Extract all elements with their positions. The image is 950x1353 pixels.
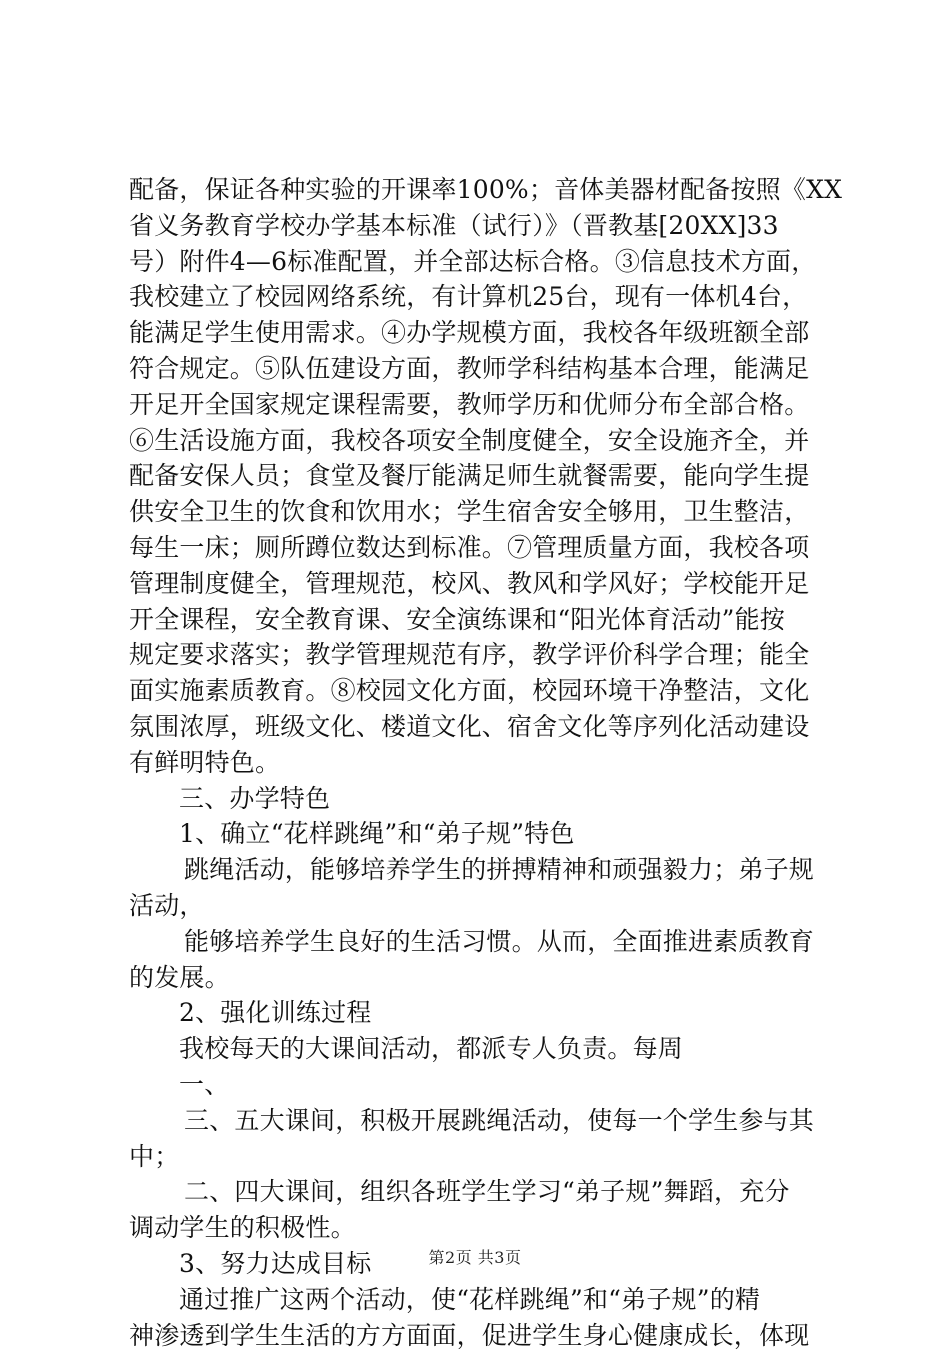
text-line: 配备，保证各种实验的开课率100%；音体美器材配备按照《XX bbox=[129, 172, 829, 208]
text-line: 每生一床；厕所蹲位数达到标准。⑦管理质量方面，我校各项 bbox=[129, 530, 829, 566]
text-line: 一、 bbox=[129, 1067, 829, 1103]
text-line: 能满足学生使用需求。④办学规模方面，我校各年级班额全部 bbox=[129, 315, 829, 351]
document-body bbox=[129, 172, 829, 1353]
text-line: 规定要求落实；教学管理规范有序，教学评价科学合理；能全 bbox=[129, 637, 829, 673]
text-line: 中； bbox=[129, 1139, 829, 1175]
text-line: 的发展。 bbox=[129, 960, 829, 996]
text-line: 三、五大课间，积极开展跳绳活动，使每一个学生参与其 bbox=[129, 1103, 829, 1139]
text-line: 管理制度健全，管理规范，校风、教风和学风好；学校能开足 bbox=[129, 566, 829, 602]
text-line: 符合规定。⑤队伍建设方面，教师学科结构基本合理，能满足 bbox=[129, 351, 829, 387]
text-line: 能够培养学生良好的生活习惯。从而，全面推进素质教育 bbox=[129, 924, 829, 960]
text-line: 活动， bbox=[129, 888, 829, 924]
text-line: 号）附件4—6标准配置，并全部达标合格。③信息技术方面， bbox=[129, 244, 829, 280]
text-line: ⑥生活设施方面，我校各项安全制度健全，安全设施齐全，并 bbox=[129, 423, 829, 459]
section-heading: 三、办学特色 bbox=[129, 781, 829, 817]
subsection-heading: 1、确立“花样跳绳”和“弟子规”特色 bbox=[129, 816, 829, 852]
text-line: 跳绳活动，能够培养学生的拼搏精神和顽强毅力；弟子规 bbox=[129, 852, 829, 888]
text-line: 开足开全国家规定课程需要，教师学历和优师分布全部合格。 bbox=[129, 387, 829, 423]
page-number: 第2页 共3页 bbox=[0, 1245, 950, 1268]
subsection-heading: 2、强化训练过程 bbox=[129, 995, 829, 1031]
text-line: 有鲜明特色。 bbox=[129, 745, 829, 781]
subsection-heading: 3、努力达成目标 bbox=[129, 1246, 829, 1282]
text-line: 省义务教育学校办学基本标准（试行）》（晋教基[20XX]33 bbox=[129, 208, 829, 244]
text-line: 神渗透到学生生活的方方面面，促进学生身心健康成长，体现 bbox=[129, 1318, 829, 1353]
text-line: 二、四大课间，组织各班学生学习“弟子规”舞蹈，充分 bbox=[129, 1174, 829, 1210]
text-line: 通过推广这两个活动，使“花样跳绳”和“弟子规”的精 bbox=[129, 1282, 829, 1318]
text-line: 调动学生的积极性。 bbox=[129, 1210, 829, 1246]
text-line: 氛围浓厚，班级文化、楼道文化、宿舍文化等序列化活动建设 bbox=[129, 709, 829, 745]
text-line: 面实施素质教育。⑧校园文化方面，校园环境干净整洁，文化 bbox=[129, 673, 829, 709]
text-line: 开全课程，安全教育课、安全演练课和“阳光体育活动”能按 bbox=[129, 602, 829, 638]
text-line: 我校建立了校园网络系统，有计算机25台，现有一体机4台， bbox=[129, 279, 829, 315]
text-line: 我校每天的大课间活动，都派专人负责。每周 bbox=[129, 1031, 829, 1067]
text-line: 配备安保人员；食堂及餐厅能满足师生就餐需要，能向学生提 bbox=[129, 458, 829, 494]
text-line: 供安全卫生的饮食和饮用水；学生宿舍安全够用，卫生整洁， bbox=[129, 494, 829, 530]
